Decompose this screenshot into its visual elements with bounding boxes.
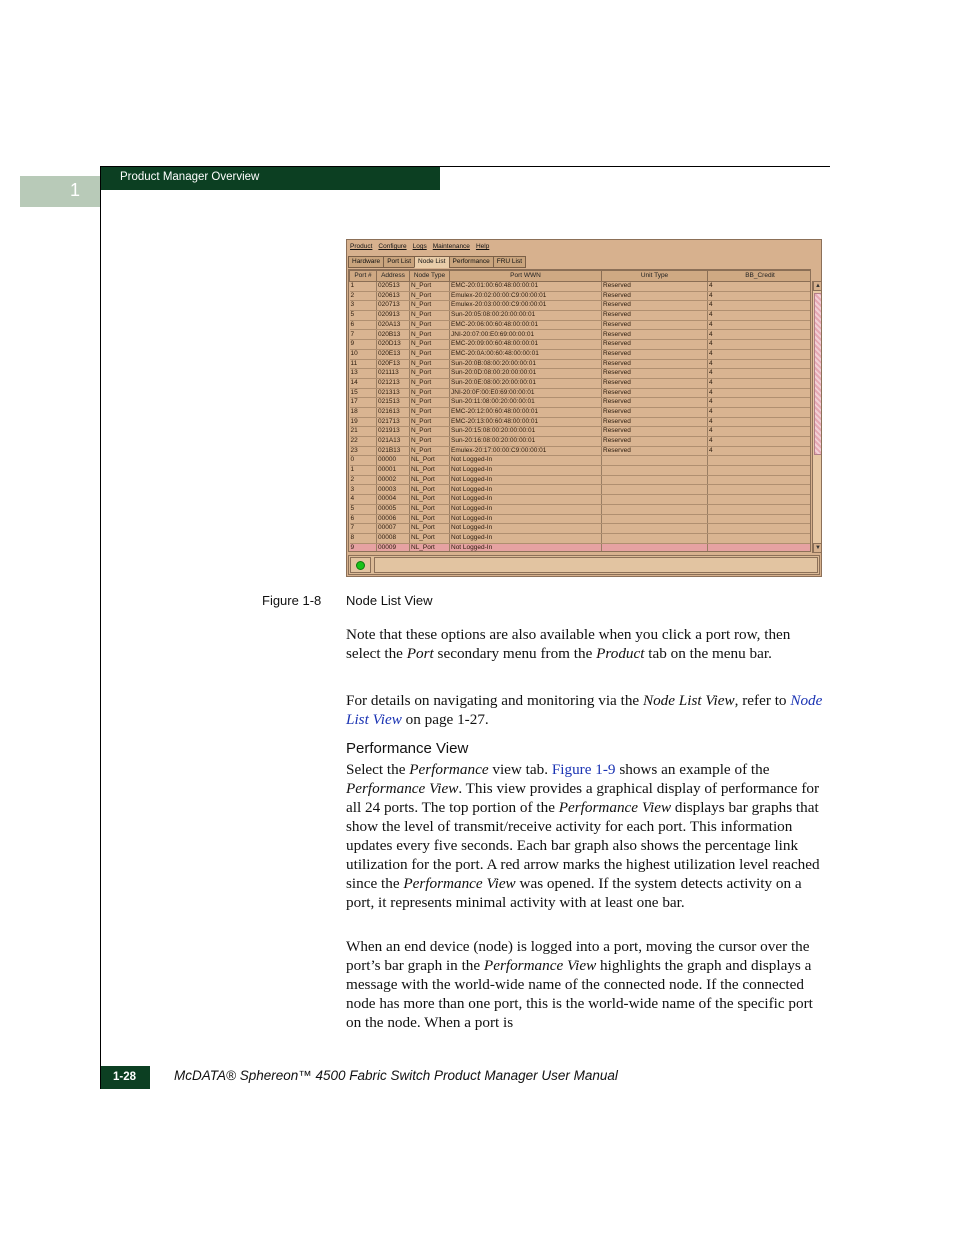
text-run: Select the [346, 761, 410, 778]
text-run: Note that these options are also available when you click a port row, then select the [346, 626, 791, 662]
text-run: on page 1-27. [401, 711, 489, 728]
table-cell: Reserved [602, 407, 708, 417]
table-cell: N_Port [410, 407, 450, 417]
table-row[interactable] [350, 407, 812, 417]
table-cell: 00006 [377, 514, 410, 524]
table-cell: 4 [708, 330, 812, 340]
table-row[interactable] [350, 388, 812, 398]
table-cell: 13 [350, 369, 377, 379]
text-run: Performance [409, 761, 489, 778]
table-cell: Emulex-20:02:00:00:C9:00:00:01 [450, 291, 602, 301]
table-cell: Not Logged-In [450, 504, 602, 514]
table-row[interactable] [350, 398, 812, 408]
table-row[interactable] [350, 504, 812, 514]
column-header[interactable]: Node Type [410, 271, 450, 282]
chapter-tab [20, 176, 100, 207]
table-cell: Not Logged-In [450, 533, 602, 543]
text-run: Product [596, 645, 645, 662]
table-cell: 020D13 [377, 340, 410, 350]
table-cell: NL_Port [410, 504, 450, 514]
table-cell: 4 [708, 388, 812, 398]
table-cell: 4 [708, 359, 812, 369]
table-cell: NL_Port [410, 456, 450, 466]
text-run: Performance View [483, 957, 597, 974]
node-list-grid [348, 269, 811, 552]
table-cell: Reserved [602, 417, 708, 427]
figure-title: Node List View [346, 593, 433, 608]
table-cell: 4 [708, 446, 812, 456]
table-cell: N_Port [410, 330, 450, 340]
table-cell: 19 [350, 417, 377, 427]
table-cell: Sun-20:0B:08:00:20:00:00:01 [450, 359, 602, 369]
tab-performance[interactable]: Performance [449, 256, 493, 268]
table-cell: 4 [708, 301, 812, 311]
table-cell: N_Port [410, 437, 450, 447]
table-cell: Reserved [602, 437, 708, 447]
table-row[interactable] [350, 446, 812, 456]
table-cell: NL_Port [410, 524, 450, 534]
table-cell: 021B13 [377, 446, 410, 456]
table-row[interactable] [350, 359, 812, 369]
table-cell: 4 [708, 427, 812, 437]
table-cell: Reserved [602, 359, 708, 369]
table-cell: Reserved [602, 311, 708, 321]
table-cell: N_Port [410, 349, 450, 359]
table-cell: Reserved [602, 320, 708, 330]
table-cell: Reserved [602, 330, 708, 340]
table-cell [602, 456, 708, 466]
table-cell: 021313 [377, 388, 410, 398]
table-cell: Reserved [602, 349, 708, 359]
page-number: 1-28 [113, 1071, 137, 1083]
tab-node-list[interactable]: Node List [414, 256, 448, 268]
table-cell: Reserved [602, 291, 708, 301]
text-run: When an end device (node) is logged into a port, moving the cursor over the port’s bar graph in the [346, 938, 810, 974]
table-row[interactable] [350, 437, 812, 447]
table-cell: Sun-20:05:08:00:20:00:00:01 [450, 311, 602, 321]
table-cell: 21 [350, 427, 377, 437]
table-cell: N_Port [410, 378, 450, 388]
table-cell: Reserved [602, 282, 708, 292]
table-cell: 021913 [377, 427, 410, 437]
tab-fru-list[interactable]: FRU List [493, 256, 526, 268]
table-cell: N_Port [410, 291, 450, 301]
text-run: was opened. If the system detects activity on a port, it represents minimal activity with at least one bar. [346, 875, 802, 911]
vertical-scrollbar[interactable] [812, 281, 822, 553]
cross-reference-link[interactable]: Node List View [346, 692, 823, 728]
table-cell: 021A13 [377, 437, 410, 447]
table-cell: 00002 [377, 475, 410, 485]
status-bar [348, 555, 820, 575]
table-cell: 18 [350, 407, 377, 417]
table-cell: 00007 [377, 524, 410, 534]
table-row[interactable] [350, 533, 812, 543]
table-cell: 15 [350, 388, 377, 398]
table-row[interactable] [350, 369, 812, 379]
node-list-screenshot [346, 239, 822, 577]
table-cell: NL_Port [410, 466, 450, 476]
table-cell [708, 495, 812, 505]
table-cell: JNI-20:07:00:E0:69:00:00:01 [450, 330, 602, 340]
table-cell [602, 533, 708, 543]
table-cell: EMC-20:0A:00:60:48:00:00:01 [450, 349, 602, 359]
table-cell [602, 475, 708, 485]
table-cell [602, 466, 708, 476]
table-row[interactable] [350, 301, 812, 311]
table-cell: 2 [350, 475, 377, 485]
table-cell [602, 524, 708, 534]
table-cell: EMC-20:06:00:60:48:00:00:01 [450, 320, 602, 330]
table-cell: 020613 [377, 291, 410, 301]
figure-caption [262, 593, 432, 608]
table-row[interactable] [350, 495, 812, 505]
table-cell: 4 [708, 291, 812, 301]
table-cell: Sun-20:11:08:00:20:00:00:01 [450, 398, 602, 408]
cross-reference-link[interactable]: Figure 1-9 [551, 761, 616, 778]
table-cell: 4 [708, 398, 812, 408]
table-cell: 021513 [377, 398, 410, 408]
table-cell: N_Port [410, 398, 450, 408]
table-cell: 020B13 [377, 330, 410, 340]
table-cell: 00000 [377, 456, 410, 466]
table-cell: Reserved [602, 369, 708, 379]
table-cell: 4 [708, 340, 812, 350]
table-row[interactable] [350, 417, 812, 427]
table-cell: Not Logged-In [450, 475, 602, 485]
table-cell: 00003 [377, 485, 410, 495]
table-cell: 22 [350, 437, 377, 447]
table-cell: 021713 [377, 417, 410, 427]
table-cell: 4 [708, 282, 812, 292]
table-cell: NL_Port [410, 514, 450, 524]
table-cell: 4 [708, 407, 812, 417]
table-cell [708, 456, 812, 466]
tab-port-list[interactable]: Port List [383, 256, 414, 268]
table-cell: EMC-20:01:00:60:48:00:00:01 [450, 282, 602, 292]
table-row[interactable] [350, 311, 812, 321]
margin-rule [100, 166, 101, 1089]
scroll-down-icon[interactable]: ▼ [813, 543, 822, 553]
menu-bar [347, 240, 821, 254]
table-cell: 4 [708, 417, 812, 427]
table-cell [708, 543, 812, 552]
tab-hardware[interactable]: Hardware [348, 256, 383, 268]
table-cell: Reserved [602, 378, 708, 388]
table-cell: 00004 [377, 495, 410, 505]
table-cell: 4 [708, 320, 812, 330]
section-heading: Performance View [346, 740, 469, 757]
table-cell: Reserved [602, 301, 708, 311]
table-cell: 020713 [377, 301, 410, 311]
table-cell: JNI-20:0F:00:E0:69:00:00:01 [450, 388, 602, 398]
table-cell: 5 [350, 311, 377, 321]
text-run: secondary menu from the [433, 645, 597, 662]
text-run: tab on the menu bar. [644, 645, 772, 662]
table-cell: 2 [350, 291, 377, 301]
text-run: , refer to [734, 692, 791, 709]
table-cell: Sun-20:15:08:00:20:00:00:01 [450, 427, 602, 437]
table-cell: Not Logged-In [450, 495, 602, 505]
table-cell: 7 [350, 330, 377, 340]
table-row[interactable] [350, 330, 812, 340]
column-header[interactable]: Port WWN [450, 271, 602, 282]
table-cell: 020E13 [377, 349, 410, 359]
table-row[interactable] [350, 427, 812, 437]
table-cell: 0 [350, 456, 377, 466]
text-run: displays bar graphs that show the level of transmit/receive activity for each port. This information updates every five seconds. Each bar graph also shows the percentage link utilization for the port. A red arrow marks the highest utilization level reached since the [346, 799, 820, 892]
paragraph-port-menu [346, 625, 824, 663]
table-cell [602, 485, 708, 495]
table-cell: Emulex-20:17:00:00:C9:00:00:01 [450, 446, 602, 456]
table-cell: 00009 [377, 543, 410, 552]
table-cell [708, 514, 812, 524]
table-cell: 9 [350, 340, 377, 350]
table-cell: Reserved [602, 388, 708, 398]
table-cell: N_Port [410, 427, 450, 437]
table-cell: Not Logged-In [450, 456, 602, 466]
running-header-text: Product Manager Overview [120, 171, 260, 183]
table-cell [708, 466, 812, 476]
table-cell [602, 495, 708, 505]
table-row[interactable] [350, 378, 812, 388]
table-cell: 17 [350, 398, 377, 408]
table-cell: 020F13 [377, 359, 410, 369]
table-body [350, 282, 812, 553]
table-cell: 00001 [377, 466, 410, 476]
table-cell: 11 [350, 359, 377, 369]
table-cell [708, 533, 812, 543]
table-cell: 7 [350, 524, 377, 534]
table-cell [708, 524, 812, 534]
table-cell: Reserved [602, 398, 708, 408]
paragraph-performance-view [346, 760, 824, 912]
table-cell: N_Port [410, 340, 450, 350]
table-cell: 020A13 [377, 320, 410, 330]
table-cell: 4 [350, 495, 377, 505]
table-cell: N_Port [410, 359, 450, 369]
table-cell: 3 [350, 301, 377, 311]
table-cell: 4 [708, 311, 812, 321]
table-cell: 021213 [377, 378, 410, 388]
table-cell: 020913 [377, 311, 410, 321]
table-cell: 021613 [377, 407, 410, 417]
column-header[interactable]: Address [377, 271, 410, 282]
table-row[interactable] [350, 475, 812, 485]
table-cell: Not Logged-In [450, 466, 602, 476]
table-cell: 021113 [377, 369, 410, 379]
table-cell: NL_Port [410, 475, 450, 485]
menu-item-configure[interactable]: Configure [378, 243, 407, 250]
table-cell: 9 [350, 543, 377, 552]
text-run: shows an example of the [615, 761, 770, 778]
chapter-number: 1 [69, 180, 80, 200]
table-cell: N_Port [410, 320, 450, 330]
table-row[interactable] [350, 456, 812, 466]
table-cell: 6 [350, 320, 377, 330]
table-cell: 4 [708, 369, 812, 379]
table-cell: 00008 [377, 533, 410, 543]
menu-item-help[interactable]: Help [475, 243, 490, 250]
table-row[interactable] [350, 514, 812, 524]
table-cell: Not Logged-In [450, 514, 602, 524]
table-cell: 8 [350, 533, 377, 543]
table-cell: 020513 [377, 282, 410, 292]
table-cell: 10 [350, 349, 377, 359]
table-row[interactable] [350, 466, 812, 476]
table-cell: N_Port [410, 311, 450, 321]
status-message-field [374, 557, 818, 573]
menu-item-product[interactable]: Product [350, 243, 373, 250]
table-cell [602, 514, 708, 524]
table-row[interactable] [350, 349, 812, 359]
paragraph-node-cursor [346, 937, 824, 1032]
text-run: Performance View [346, 780, 459, 797]
table-row[interactable] [350, 291, 812, 301]
table-cell: NL_Port [410, 495, 450, 505]
table-cell: Not Logged-In [450, 485, 602, 495]
table-row[interactable] [350, 282, 812, 292]
table-cell: Emulex-20:03:00:00:C9:00:00:01 [450, 301, 602, 311]
paragraph-node-list-reference [346, 691, 824, 729]
table-cell [602, 543, 708, 552]
menu-item-logs[interactable]: Logs [412, 243, 427, 250]
running-header [101, 167, 440, 190]
table-cell: Sun-20:0D:08:00:20:00:00:01 [450, 369, 602, 379]
table-row[interactable] [350, 524, 812, 534]
green-status-led-icon [356, 561, 365, 570]
table-cell: 6 [350, 514, 377, 524]
scroll-thumb[interactable] [814, 293, 822, 455]
table-cell: Not Logged-In [450, 543, 602, 552]
text-run: highlights the graph and displays a message with the world-wide name of the connected node. If the connected node has more than one port, this is the world-wide name of the specific port on the node. When a port is [346, 957, 813, 1031]
table-cell: N_Port [410, 388, 450, 398]
text-run: Node List View [642, 692, 735, 709]
table-cell: 3 [350, 485, 377, 495]
table-cell: N_Port [410, 301, 450, 311]
table-cell: NL_Port [410, 485, 450, 495]
text-run: Performance View [403, 875, 516, 892]
footer-title: McDATA® Sphereon™ 4500 Fabric Switch Product Manager User Manual [174, 1068, 618, 1083]
table-cell: EMC-20:09:00:60:48:00:00:01 [450, 340, 602, 350]
table-cell: Sun-20:16:08:00:20:00:00:01 [450, 437, 602, 447]
table-row[interactable] [350, 320, 812, 330]
table-cell: 4 [708, 437, 812, 447]
table-cell [708, 485, 812, 495]
table-cell: Sun-20:0E:08:00:20:00:00:01 [450, 378, 602, 388]
table-row[interactable] [350, 543, 812, 552]
node-list-table [349, 270, 811, 552]
table-cell: N_Port [410, 417, 450, 427]
table-cell: Reserved [602, 427, 708, 437]
figure-label: Figure 1-8 [262, 593, 322, 608]
table-cell: EMC-20:12:00:60:48:00:00:01 [450, 407, 602, 417]
table-cell: 5 [350, 504, 377, 514]
table-cell: 4 [708, 378, 812, 388]
table-row[interactable] [350, 340, 812, 350]
column-header[interactable]: BB_Credit [708, 271, 812, 282]
text-run: Performance View [558, 799, 672, 816]
table-cell: N_Port [410, 282, 450, 292]
menu-item-maintenance[interactable]: Maintenance [432, 243, 470, 250]
column-header[interactable]: Port # [350, 271, 377, 282]
table-cell: 1 [350, 466, 377, 476]
table-cell: Reserved [602, 340, 708, 350]
page-number-box [101, 1066, 150, 1089]
table-cell: 4 [708, 349, 812, 359]
table-cell: 23 [350, 446, 377, 456]
text-run: For details on navigating and monitoring via the [346, 692, 643, 709]
text-run: view tab. [488, 761, 552, 778]
table-cell: EMC-20:13:00:60:48:00:00:01 [450, 417, 602, 427]
table-cell: Not Logged-In [450, 524, 602, 534]
table-cell: NL_Port [410, 533, 450, 543]
status-indicator [350, 557, 371, 573]
table-header-row [350, 271, 812, 282]
table-cell: Reserved [602, 446, 708, 456]
table-cell: NL_Port [410, 543, 450, 552]
text-run: . This view provides a graphical display of performance for all 24 ports. The top portion of the [346, 780, 820, 816]
view-tab-bar [348, 256, 526, 268]
table-cell: 14 [350, 378, 377, 388]
column-header[interactable]: Unit Type [602, 271, 708, 282]
table-cell: 00005 [377, 504, 410, 514]
table-cell: N_Port [410, 446, 450, 456]
table-cell [708, 475, 812, 485]
scroll-up-icon[interactable]: ▲ [813, 281, 822, 291]
table-cell [602, 504, 708, 514]
table-row[interactable] [350, 485, 812, 495]
table-cell [708, 504, 812, 514]
text-run: Port [406, 645, 434, 662]
table-cell: 1 [350, 282, 377, 292]
table-cell: N_Port [410, 369, 450, 379]
